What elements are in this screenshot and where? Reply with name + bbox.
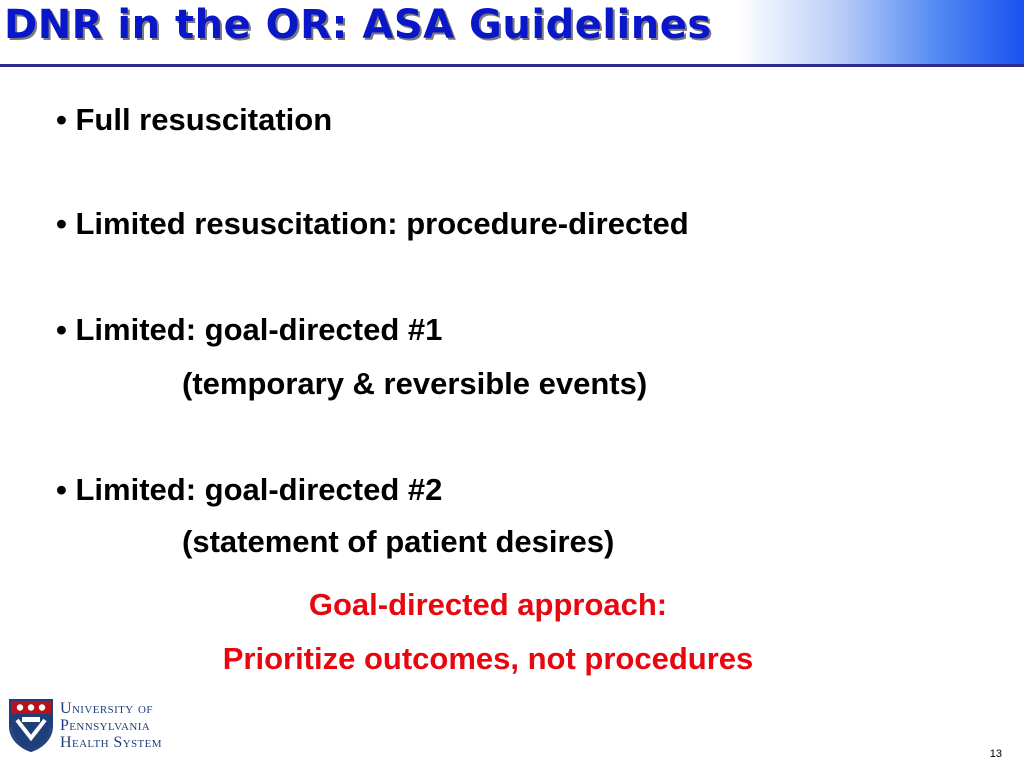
bullet-goal-directed-2: • Limited: goal-directed #2 xyxy=(56,472,443,507)
logo-line-2: Pennsylvania xyxy=(60,717,151,734)
penn-shield-icon xyxy=(8,698,54,752)
bullet-goal-directed-1-detail: (temporary & reversible events) xyxy=(182,366,648,401)
emphasis-line-2: Prioritize outcomes, not procedures xyxy=(222,641,754,676)
emphasis-line-1: Goal-directed approach: xyxy=(308,587,668,622)
title-divider xyxy=(0,64,1024,67)
bullet-limited-procedure-directed: • Limited resuscitation: procedure-directed xyxy=(56,206,689,241)
bullet-goal-directed-2-detail: (statement of patient desires) xyxy=(182,524,615,559)
bullet-full-resuscitation: • Full resuscitation xyxy=(56,102,333,137)
page-number: 13 xyxy=(989,748,1002,760)
bullet-goal-directed-1: • Limited: goal-directed #1 xyxy=(56,312,443,347)
logo-line-3: Health System xyxy=(60,734,162,751)
logo-line-1: University of xyxy=(60,700,153,717)
slide-title: DNR in the OR: ASA Guidelines xyxy=(4,2,712,48)
logo-wordmark xyxy=(60,700,162,751)
penn-logo xyxy=(8,698,208,754)
